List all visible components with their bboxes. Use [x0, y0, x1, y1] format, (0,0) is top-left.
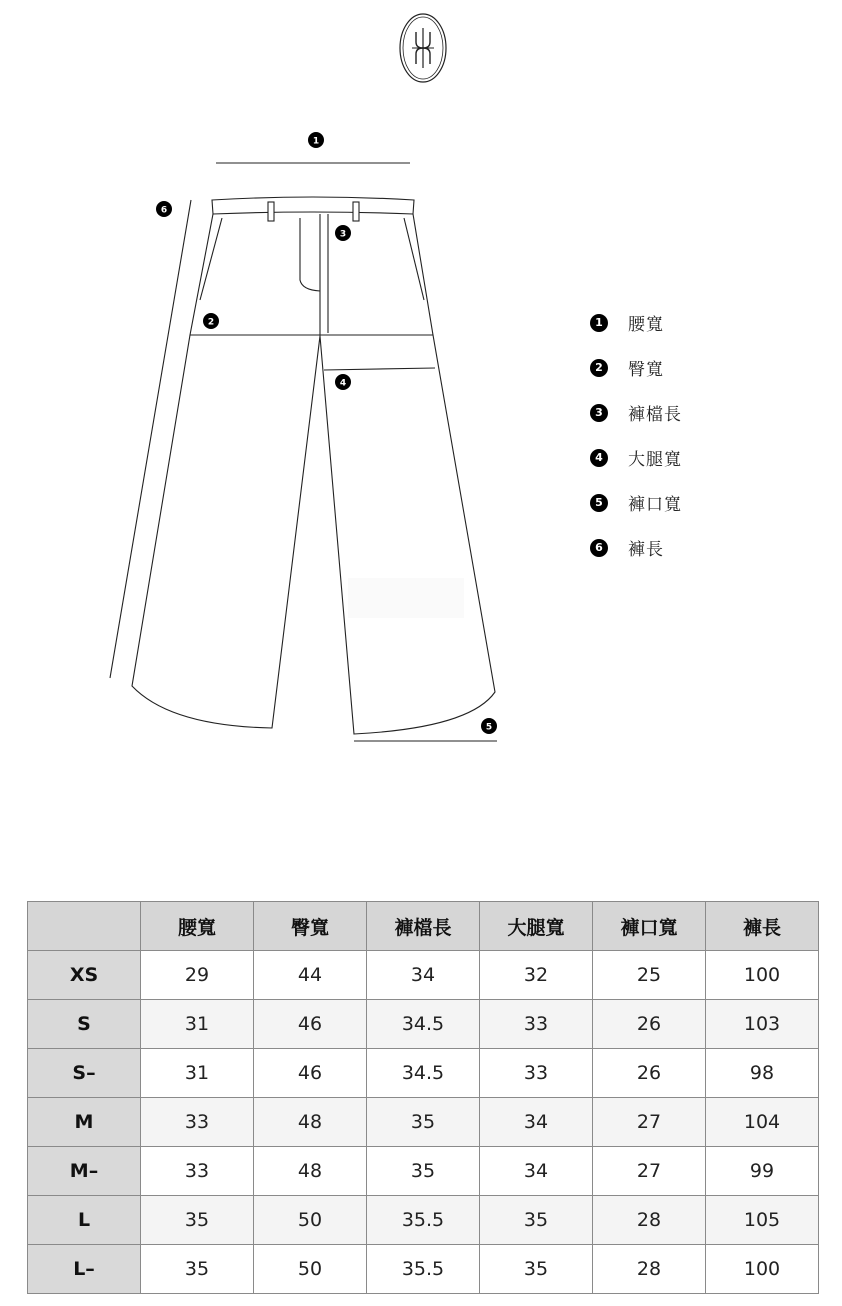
belt-loop-left: [268, 202, 274, 221]
table-cell: 28: [593, 1196, 706, 1245]
pocket-right: [404, 218, 424, 300]
pocket-left: [200, 218, 222, 300]
marker-2: [203, 313, 219, 329]
size-chart-table: [27, 901, 819, 1294]
table-cell: 33: [480, 1000, 593, 1049]
table-cell: 100: [706, 951, 819, 1000]
waistband: [212, 197, 414, 214]
marker-4-label: 4: [339, 378, 347, 389]
header-hip: 臀寬: [254, 902, 367, 951]
table-cell: 34: [480, 1098, 593, 1147]
size-label: L–: [28, 1245, 141, 1294]
table-cell: 34.5: [367, 1000, 480, 1049]
header-corner: [28, 902, 141, 951]
header-rise: 褲檔長: [367, 902, 480, 951]
table-cell: 35.5: [367, 1245, 480, 1294]
legend-label: 褲口寬: [628, 495, 682, 515]
legend-item: [590, 480, 682, 525]
table-cell: 26: [593, 1000, 706, 1049]
table-cell: 29: [141, 951, 254, 1000]
table-cell: 32: [480, 951, 593, 1000]
header-length: 褲長: [706, 902, 819, 951]
size-label: M: [28, 1098, 141, 1147]
table-cell: 33: [141, 1098, 254, 1147]
table-cell: 50: [254, 1245, 367, 1294]
legend-label: 褲長: [628, 540, 664, 560]
size-label: S–: [28, 1049, 141, 1098]
legend-item: [590, 345, 682, 390]
table-cell: 27: [593, 1098, 706, 1147]
table-cell: 35: [367, 1098, 480, 1147]
table-row: [28, 1196, 819, 1245]
legend-label: 臀寬: [628, 360, 664, 380]
marker-6: [156, 201, 172, 217]
table-cell: 34: [480, 1147, 593, 1196]
table-cell: 46: [254, 1000, 367, 1049]
table-cell: 26: [593, 1049, 706, 1098]
pants-outline: [132, 214, 495, 734]
legend-label: 腰寬: [628, 315, 664, 335]
legend-label: 褲檔長: [628, 405, 682, 425]
table-cell: 25: [593, 951, 706, 1000]
legend-number: 2: [590, 359, 608, 377]
table-cell: 34: [367, 951, 480, 1000]
table-cell: 98: [706, 1049, 819, 1098]
table-cell: 28: [593, 1245, 706, 1294]
size-label: XS: [28, 951, 141, 1000]
table-cell: 99: [706, 1147, 819, 1196]
table-cell: 46: [254, 1049, 367, 1098]
legend-item: [590, 525, 682, 570]
legend-number: 6: [590, 539, 608, 557]
legend-number: 4: [590, 449, 608, 467]
legend-number: 1: [590, 314, 608, 332]
marker-4: [335, 374, 351, 390]
marker-3: [335, 225, 351, 241]
legend-item: [590, 300, 682, 345]
table-cell: 48: [254, 1098, 367, 1147]
table-cell: 31: [141, 1000, 254, 1049]
marker-3-label: 3: [339, 229, 347, 240]
marker-2-label: 2: [207, 317, 215, 328]
size-label: L: [28, 1196, 141, 1245]
legend-item: [590, 390, 682, 435]
belt-loop-right: [353, 202, 359, 221]
legend-label: 大腿寬: [628, 450, 682, 470]
table-cell: 34.5: [367, 1049, 480, 1098]
table-cell: 100: [706, 1245, 819, 1294]
table-cell: 50: [254, 1196, 367, 1245]
length-measure-line: [110, 200, 191, 678]
marker-5-label: 5: [485, 722, 493, 733]
table-row: [28, 951, 819, 1000]
marker-5: [481, 718, 497, 734]
table-row: [28, 1245, 819, 1294]
table-header-row: [28, 902, 819, 951]
header-hem: 褲口寬: [593, 902, 706, 951]
table-row: [28, 1049, 819, 1098]
table-cell: 48: [254, 1147, 367, 1196]
table-cell: 27: [593, 1147, 706, 1196]
table-row: [28, 1000, 819, 1049]
header-waist: 腰寬: [141, 902, 254, 951]
size-label: M–: [28, 1147, 141, 1196]
table-cell: 103: [706, 1000, 819, 1049]
table-cell: 35: [480, 1196, 593, 1245]
table-cell: 35: [480, 1245, 593, 1294]
measurement-legend: [590, 300, 682, 570]
table-cell: 44: [254, 951, 367, 1000]
table-cell: 33: [480, 1049, 593, 1098]
table-cell: 35: [141, 1196, 254, 1245]
table-cell: 31: [141, 1049, 254, 1098]
size-label: S: [28, 1000, 141, 1049]
header-thigh: 大腿寬: [480, 902, 593, 951]
table-cell: 35.5: [367, 1196, 480, 1245]
table-cell: 104: [706, 1098, 819, 1147]
legend-item: [590, 435, 682, 480]
legend-number: 3: [590, 404, 608, 422]
marker-6-label: 6: [160, 205, 168, 216]
table-cell: 105: [706, 1196, 819, 1245]
table-cell: 35: [367, 1147, 480, 1196]
fly-stitch: [300, 218, 320, 291]
thigh-measure-line: [324, 368, 435, 370]
legend-number: 5: [590, 494, 608, 512]
table-cell: 33: [141, 1147, 254, 1196]
table-row: [28, 1147, 819, 1196]
marker-1-label: 1: [312, 136, 320, 147]
table-cell: 35: [141, 1245, 254, 1294]
table-row: [28, 1098, 819, 1147]
marker-1: [308, 132, 324, 148]
